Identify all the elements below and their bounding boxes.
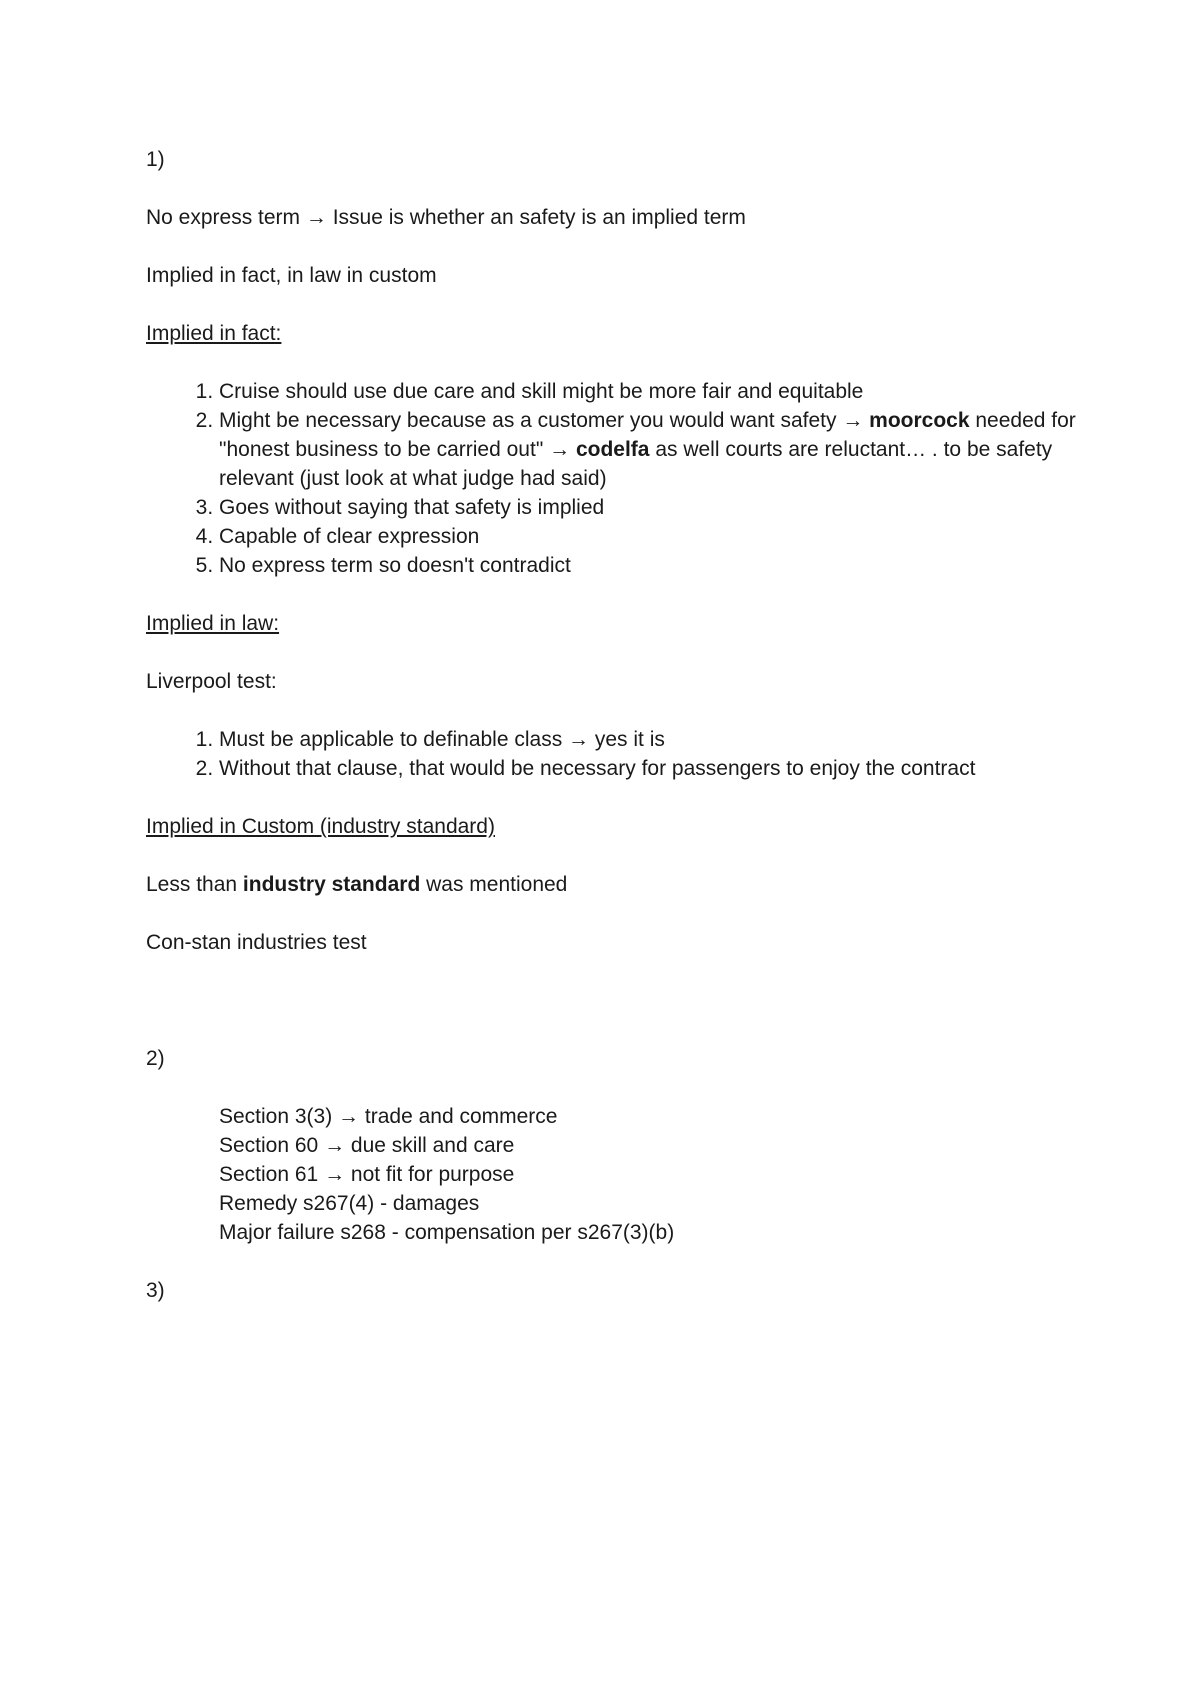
list-item-text: needed for "honest business to be carried out" → <box>219 409 1076 461</box>
section-line: Remedy s267(4) - damages <box>219 1192 480 1215</box>
question-3-number: 3) <box>146 1279 165 1302</box>
section-line: Section 3(3) → trade and commerce <box>219 1105 558 1128</box>
list-item-text: Might be necessary because as a customer you would want safety → <box>219 409 870 432</box>
section-line: Section 61 → not fit for purpose <box>219 1163 515 1186</box>
implied-in-law-heading: Implied in law: <box>146 612 280 635</box>
document-page <box>146 145 1076 1334</box>
liverpool-test-text: Liverpool test: <box>146 670 277 693</box>
industry-standard-bold: industry standard <box>242 873 421 896</box>
intro-text: No express term → Issue is whether an safety is an implied term <box>146 206 746 229</box>
list-item: 2. Without that clause, that would be necessary for passengers to enjoy the contract <box>219 754 1076 783</box>
list-item-text: as well courts are reluctant… . to be safety relevant (just look at what judge had said) <box>219 438 1053 490</box>
con-stan-text: Con-stan industries test <box>146 931 367 954</box>
list-item: 3. Goes without saying that safety is implied <box>219 493 1076 522</box>
implied-in-fact-list <box>146 377 1076 580</box>
implied-in-custom-heading: Implied in Custom (industry standard) <box>146 815 495 838</box>
section-list <box>146 1102 1076 1247</box>
implied-in-law-list <box>146 725 1076 783</box>
implied-types-text: Implied in fact, in law in custom <box>146 264 437 287</box>
case-name-codelfa: codelfa <box>575 438 650 461</box>
industry-standard-text <box>146 870 1076 899</box>
spacer <box>146 986 1076 1044</box>
list-item: 1. Must be applicable to definable class → yes it is <box>219 725 1076 754</box>
list-item: 5. No express term so doesn't contradict <box>219 551 1076 580</box>
section-line: Major failure s268 - compensation per s267(3)(b) <box>219 1221 675 1244</box>
list-item: 4. Capable of clear expression <box>219 522 1076 551</box>
case-name-moorcock: moorcock <box>869 409 970 432</box>
custom-pre-text: Less than <box>146 873 243 896</box>
list-item: 1. Cruise should use due care and skill might be more fair and equitable <box>219 377 1076 406</box>
custom-post-text: was mentioned <box>420 873 568 896</box>
section-line: Section 60 → due skill and care <box>219 1134 515 1157</box>
list-item <box>219 406 1076 493</box>
question-2-number: 2) <box>146 1047 165 1070</box>
implied-in-fact-heading: Implied in fact: <box>146 322 282 345</box>
question-1-number: 1) <box>146 148 165 171</box>
